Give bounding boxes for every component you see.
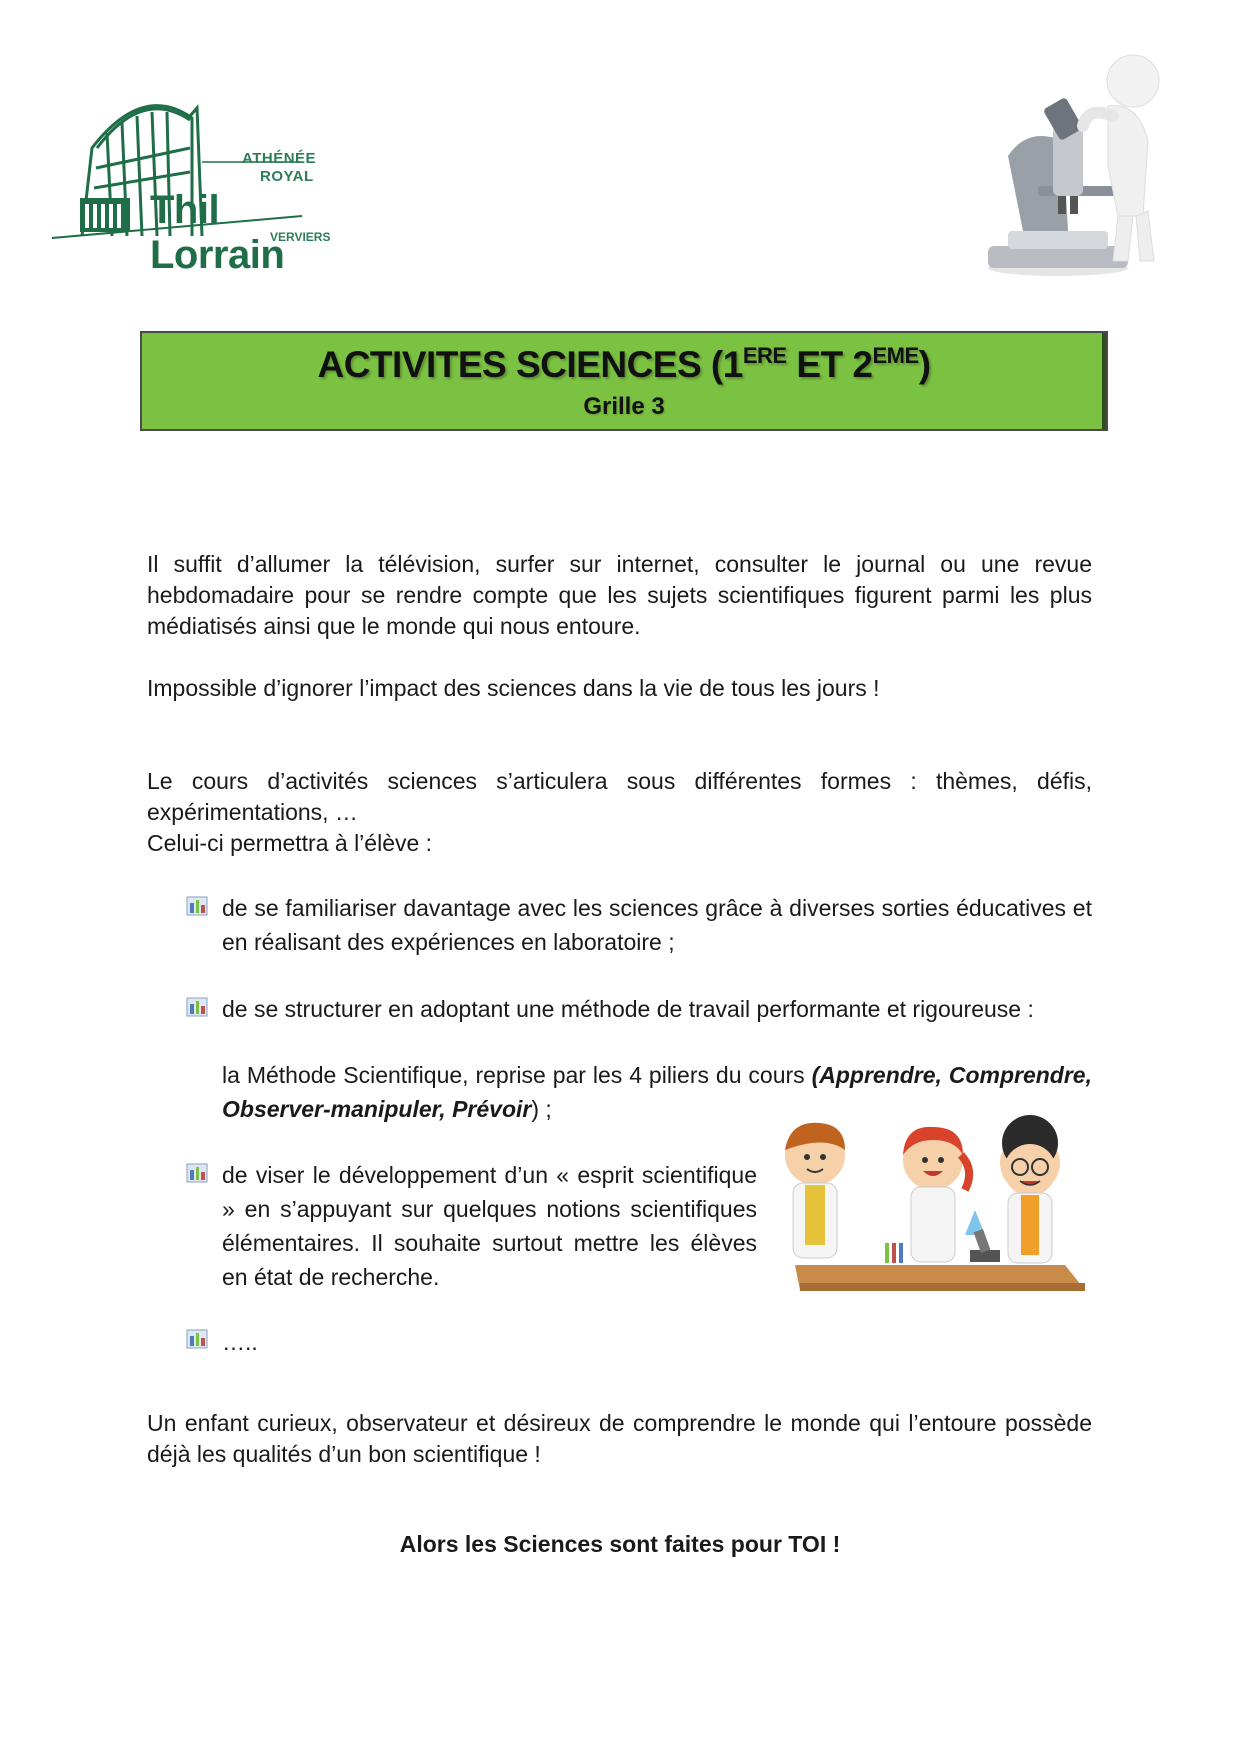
course-paragraph-line3: Celui-ci permettra à l’élève :: [147, 830, 433, 856]
logo-school-name: Thil Lorrain: [150, 188, 285, 277]
kids-lab-illustration: [765, 1115, 1095, 1295]
course-paragraph-line1: Le cours d’activités sciences s’articulera sous différentes formes : thèmes, défis,: [147, 768, 1092, 794]
flask-bullet-icon: [186, 1328, 208, 1350]
flask-bullet-icon: [186, 895, 208, 917]
page-subtitle: Grille 3: [583, 393, 665, 420]
bullet-familiariser: de se familiariser davantage avec les sciences grâce à diverses sorties éducatives et en réalisant des expériences en laboratoire ;: [222, 895, 1092, 955]
impact-paragraph: Impossible d’ignorer l’impact des sciences dans la vie de tous les jours !: [147, 675, 880, 701]
logo-city: VERVIERS: [270, 230, 331, 244]
intro-paragraph: Il suffit d’allumer la télévision, surfer sur internet, consulter le journal ou une revue hebdomadaire pour se rendre compte que les sujets scientifiques figurent parmi les plus médiatisés ainsi que le monde qui nous entoure.: [147, 551, 1092, 639]
logo-athenee: ATHÉNÉE: [242, 150, 317, 167]
logo-royal: ROYAL: [260, 168, 314, 185]
closing-slogan: Alors les Sciences sont faites pour TOI !: [399, 1531, 841, 1557]
flask-bullet-icon: [186, 996, 208, 1018]
course-paragraph-line2: expérimentations, …: [147, 799, 358, 825]
bullet-structurer: de se structurer en adoptant une méthode de travail performante et rigoureuse :: [222, 996, 1034, 1022]
bullet-ellipsis: …..: [222, 1329, 258, 1355]
title-banner: [140, 331, 1108, 431]
bullet-methode-scientifique: la Méthode Scientifique, reprise par les 4 piliers du cours (Apprendre, Comprendre, Observer-manipuler, Prévoir) ;: [222, 1062, 1092, 1122]
microscope-illustration: [968, 46, 1168, 282]
school-logo: [52, 88, 352, 277]
bullet-esprit-scientifique: de viser le développement d’un « esprit scientifique » en s’appuyant sur quelques notions scientifiques élémentaires. Il souhaite surtout mettre les élèves en état de recherche.: [222, 1162, 757, 1290]
page-title: ACTIVITES SCIENCES (1ERE ET 2EME): [317, 343, 931, 385]
closing-paragraph: Un enfant curieux, observateur et désireux de comprendre le monde qui l’entoure possède déjà les qualités d’un bon scientifique !: [147, 1410, 1092, 1467]
flask-bullet-icon: [186, 1162, 208, 1184]
